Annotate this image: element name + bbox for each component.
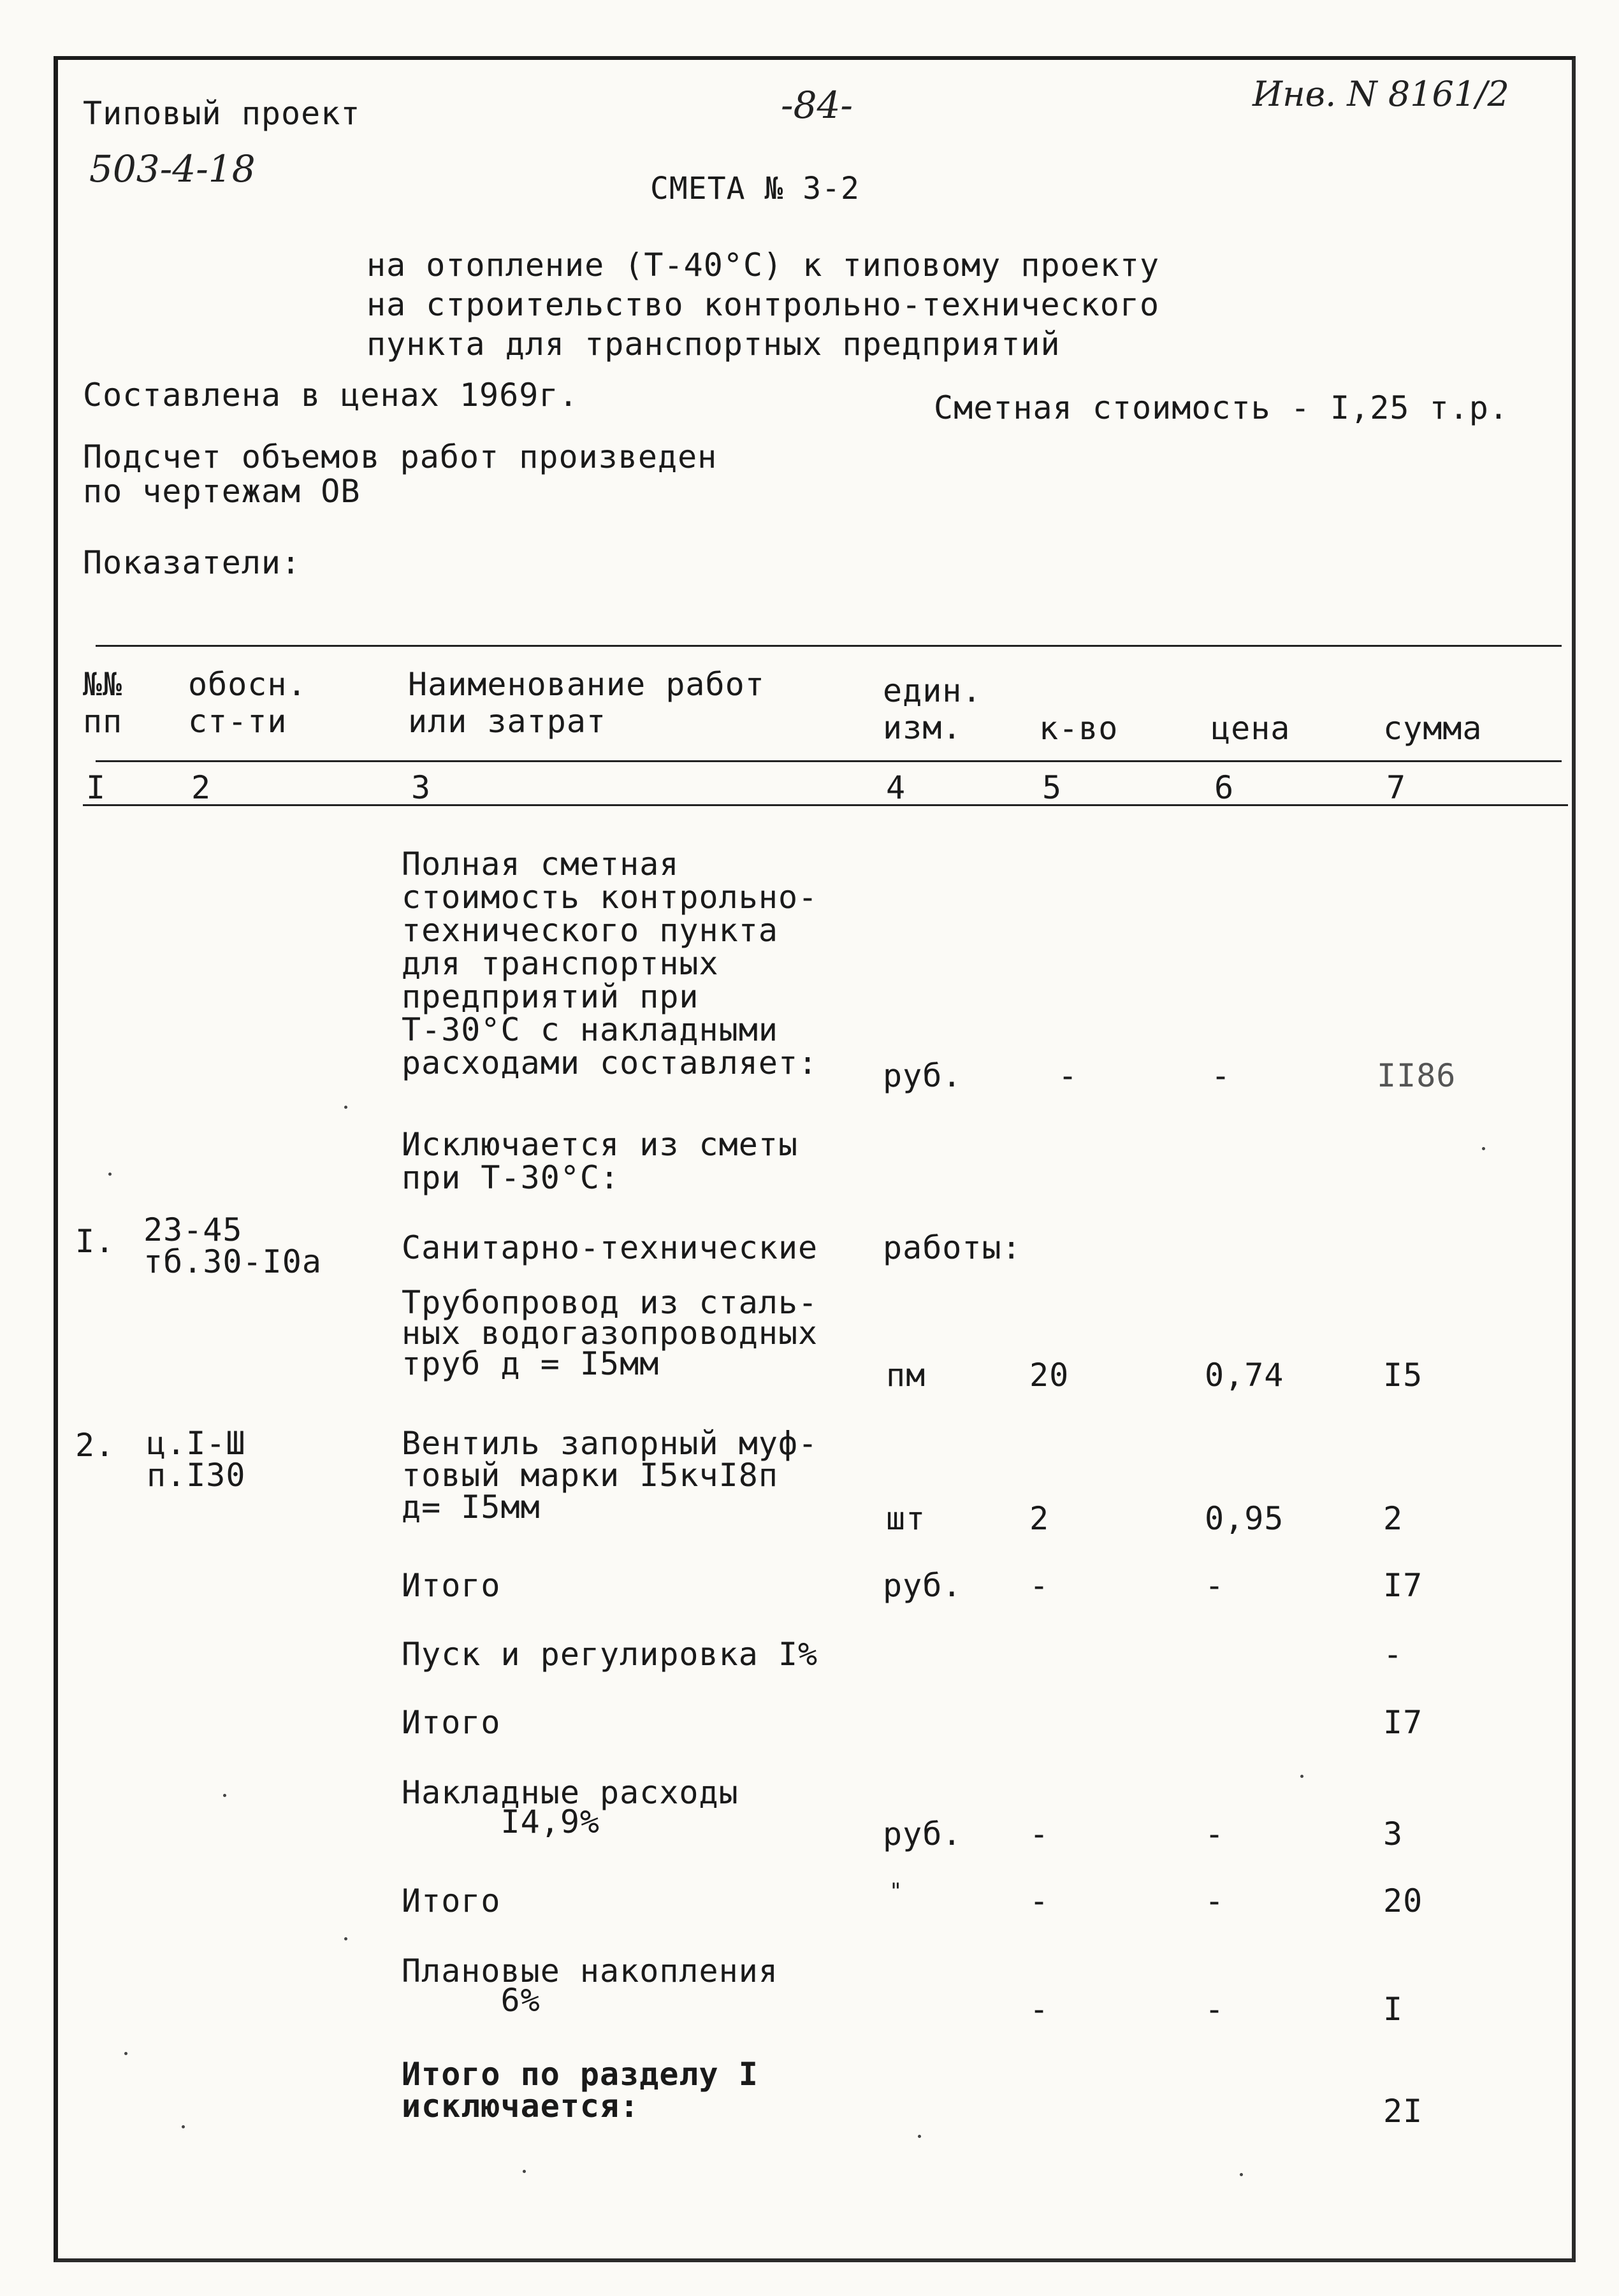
scan-speck	[1300, 1775, 1303, 1778]
header-col-number: №№ пп	[83, 666, 123, 740]
row-basis: 23-45 тб.30-I0а	[143, 1211, 322, 1280]
row-qty: -	[1029, 1991, 1050, 2028]
row-unit: руб.	[883, 1816, 962, 1852]
row-price: -	[1205, 1882, 1225, 1919]
scan-speck	[523, 2170, 526, 2173]
scan-speck	[108, 1173, 112, 1176]
row-price: 0,74	[1205, 1357, 1284, 1394]
header-col-name: Наименование работ или затрат	[408, 666, 765, 740]
row-sum: I7	[1383, 1567, 1423, 1604]
colnum-1: I	[86, 769, 106, 806]
row-price: -	[1205, 1816, 1225, 1852]
colnum-6: 6	[1214, 769, 1235, 806]
prices-line: Составлена в ценах 1969г.	[83, 377, 579, 414]
table-top-rule	[96, 645, 1562, 647]
row-sum: 3	[1383, 1816, 1404, 1852]
scan-speck	[1240, 2173, 1243, 2176]
volumes-line: Подсчет объемов работ произведен по чертежам ОВ	[83, 438, 718, 510]
row-qty: -	[1029, 1567, 1050, 1604]
row-unit: работы:	[883, 1229, 1022, 1266]
row-unit: "	[889, 1879, 903, 1904]
inventory-number: Инв. N 8161/2	[1252, 74, 1509, 114]
row-sum: -	[1383, 1636, 1404, 1673]
row-qty: -	[1029, 1882, 1050, 1919]
row-number: 2.	[75, 1427, 115, 1464]
project-number: 503-4-18	[89, 147, 256, 191]
row-price: -	[1211, 1057, 1231, 1094]
header-col-qty: к-во	[1039, 710, 1119, 747]
row-price: -	[1205, 1567, 1225, 1604]
scan-speck	[223, 1794, 226, 1797]
colnum-5: 5	[1042, 769, 1063, 806]
colnum-4: 4	[886, 769, 906, 806]
scan-speck	[344, 1937, 347, 1940]
row-name: Трубопровод из сталь- ных водогазопроводных труб д = I5мм	[402, 1284, 818, 1382]
scan-speck	[918, 2135, 921, 2138]
row-sum: I	[1383, 1991, 1404, 2028]
row-unit: руб.	[883, 1567, 962, 1604]
cost-line: Сметная стоимость - I,25 т.р.	[934, 389, 1509, 426]
row-qty: 20	[1029, 1357, 1070, 1394]
row-number: I.	[75, 1223, 115, 1260]
row-name: Итого	[402, 1704, 501, 1741]
scan-speck	[1482, 1147, 1485, 1150]
colnum-2: 2	[191, 769, 212, 806]
page-number: -84-	[781, 83, 853, 127]
row-name: Накладные расходы I4,9%	[402, 1774, 739, 1840]
indicators-label: Показатели:	[83, 544, 301, 581]
row-sum: II86	[1377, 1057, 1456, 1094]
colnum-3: 3	[411, 769, 432, 806]
column-numbers-rule	[83, 804, 1568, 806]
row-name: Итого по разделу I исключается:	[402, 2056, 759, 2125]
row-sum: 2	[1383, 1500, 1404, 1537]
row-name: Плановые накопления 6%	[402, 1953, 778, 2019]
row-unit: шт	[886, 1500, 926, 1537]
header-col-price: цена	[1211, 710, 1291, 747]
row-sum: I7	[1383, 1704, 1423, 1741]
row-name: Пуск и регулировка I%	[402, 1636, 818, 1673]
row-qty: 2	[1029, 1500, 1050, 1537]
row-price: -	[1205, 1991, 1225, 2028]
header-col-unit: един. изм.	[883, 672, 982, 746]
row-name: Санитарно-технические	[402, 1229, 818, 1266]
estimate-title: СМЕТА № 3-2	[650, 171, 860, 206]
colnum-7: 7	[1386, 769, 1407, 806]
row-name: Вентиль запорный муф- товый марки I5кчI8п д= I5мм	[402, 1425, 818, 1526]
row-name: Итого	[402, 1567, 501, 1604]
row-name: Исключается из сметы при Т-30°С:	[402, 1126, 799, 1196]
row-qty: -	[1058, 1057, 1078, 1094]
row-name: Итого	[402, 1882, 501, 1919]
table-header-rule	[96, 760, 1562, 762]
row-unit: руб.	[883, 1057, 962, 1094]
header-col-sum: сумма	[1383, 710, 1483, 747]
header-col-basis: обосн. ст-ти	[188, 666, 307, 740]
row-basis: ц.I-Ш п.I30	[147, 1425, 246, 1494]
estimate-subtitle: на отопление (Т-40°С) к типовому проекту на строительство контрольно-технического пункта для транспортных предприятий	[367, 247, 1160, 363]
row-price: 0,95	[1205, 1500, 1284, 1537]
row-sum: I5	[1383, 1357, 1423, 1394]
row-unit: пм	[886, 1357, 926, 1394]
row-name: Полная сметная стоимость контрольно- технического пункта для транспортных предприятий при Т-30°С с накладными расходами составляет:	[402, 846, 818, 1081]
scan-speck	[182, 2125, 185, 2128]
row-qty: -	[1029, 1816, 1050, 1852]
row-sum: 20	[1383, 1882, 1423, 1919]
scan-speck	[344, 1106, 347, 1109]
scan-speck	[124, 2052, 127, 2055]
project-label: Типовый проект	[83, 95, 361, 132]
row-sum: 2I	[1383, 2093, 1423, 2130]
